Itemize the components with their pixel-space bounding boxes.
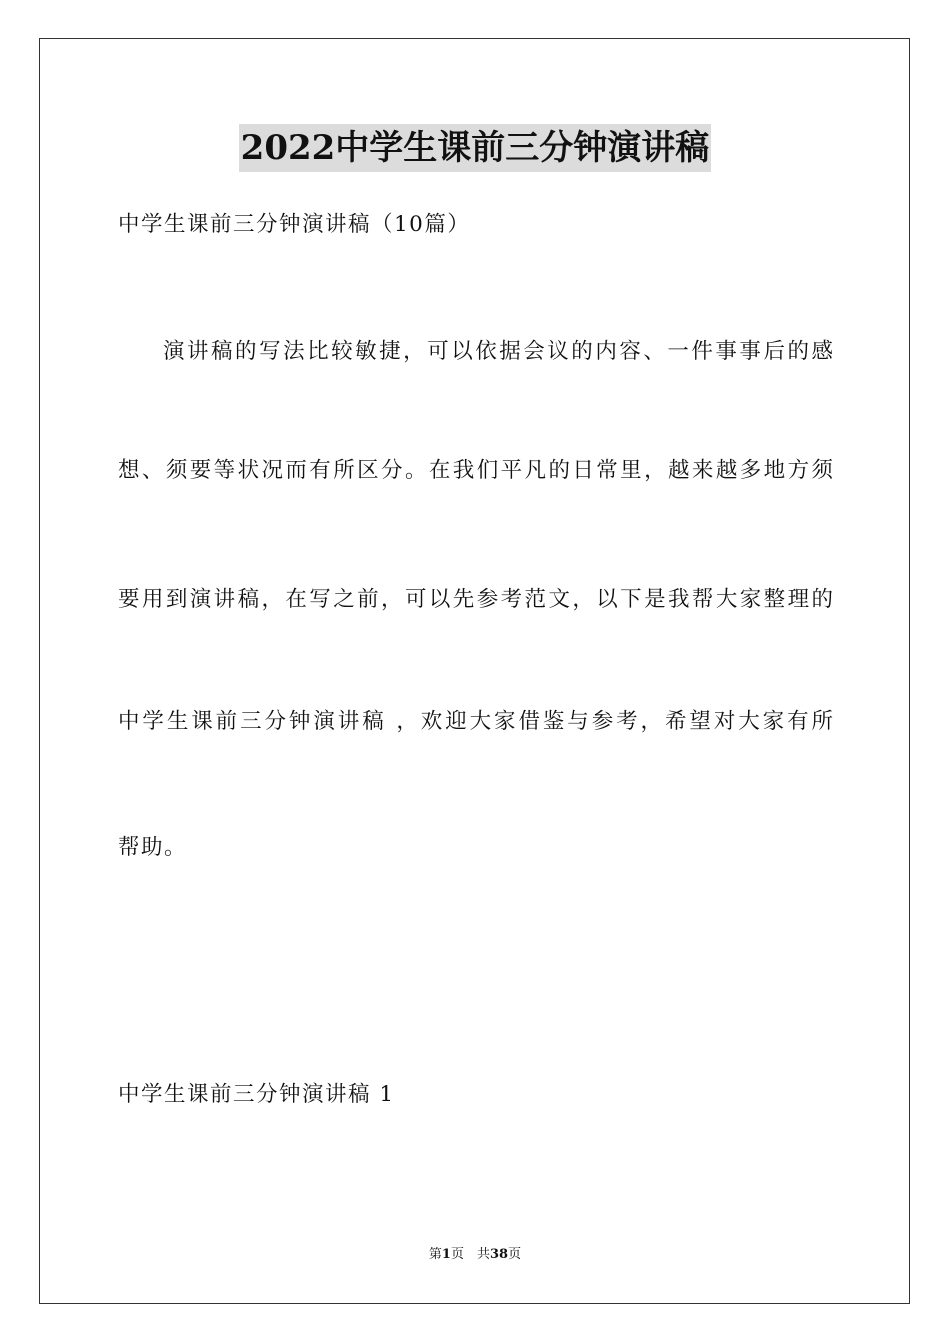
intro-line-3: 要用到演讲稿，在写之前，可以先参考范文，以下是我帮大家整理的: [118, 587, 833, 612]
section-heading: 中学生课前三分钟演讲稿 1: [118, 1082, 395, 1107]
footer-total-pages: 38: [489, 1247, 509, 1262]
intro-line-4: 中学生课前三分钟演讲稿 ，欢迎大家借鉴与参考，希望对大家有所: [118, 709, 833, 734]
footer-page-number: 1: [441, 1247, 451, 1262]
document-subtitle: 中学生课前三分钟演讲稿（10篇）: [118, 212, 471, 237]
document-title-text: 2022中学生课前三分钟演讲稿: [239, 124, 712, 172]
page-footer: [0, 1245, 950, 1265]
intro-line-1: 演讲稿的写法比较敏捷，可以依据会议的内容、一件事事后的感: [163, 339, 833, 364]
footer-suffix: 页: [508, 1247, 522, 1262]
intro-line-5: 帮助。: [118, 835, 188, 860]
footer-prefix: 第: [428, 1247, 442, 1262]
footer-mid: 页 共: [450, 1247, 490, 1262]
document-title: [0, 124, 950, 179]
intro-line-2: 想、须要等状况而有所区分。在我们平凡的日常里，越来越多地方须: [118, 458, 833, 483]
